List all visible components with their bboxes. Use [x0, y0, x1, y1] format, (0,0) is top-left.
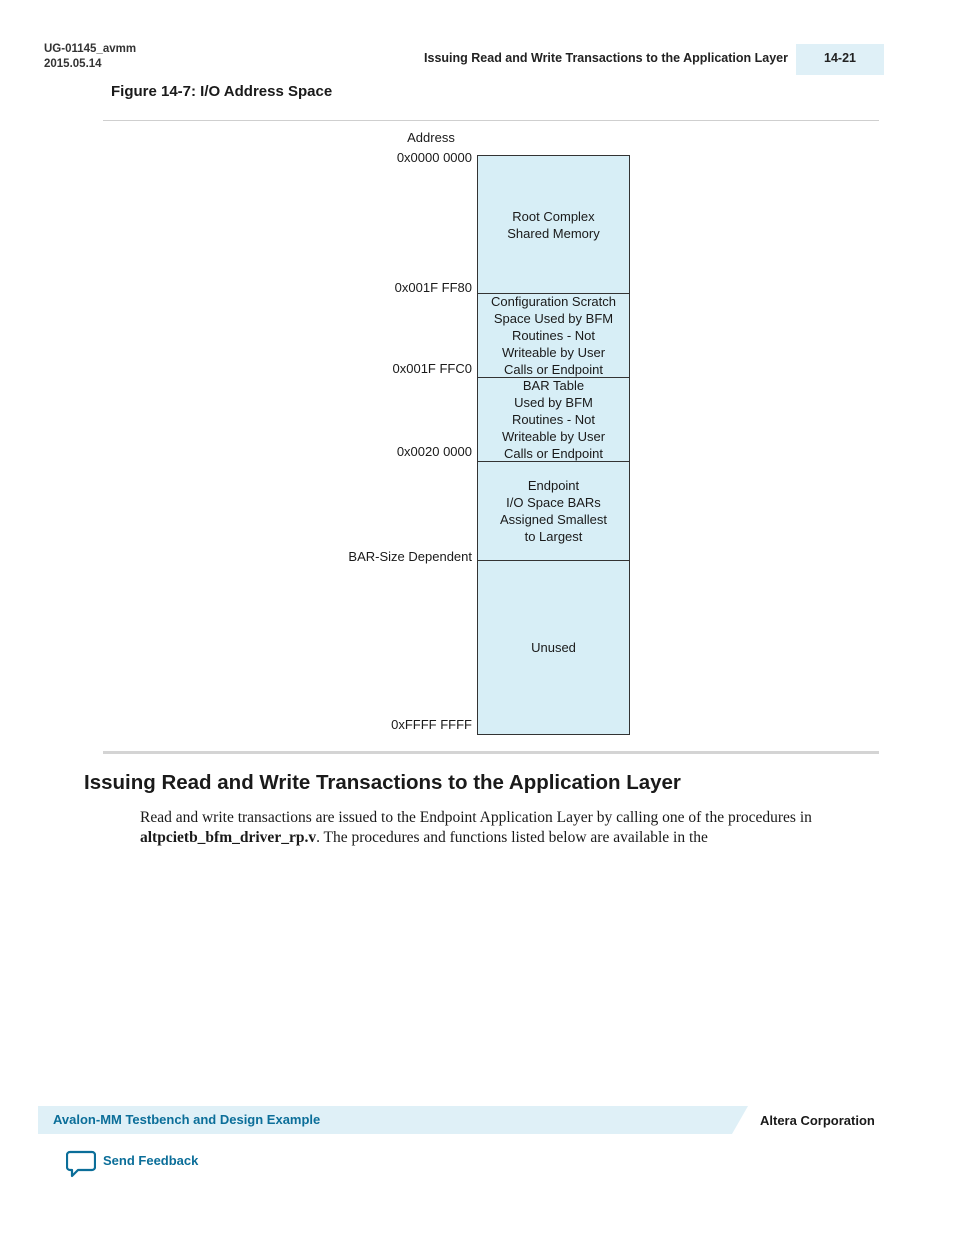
figure-top-rule	[103, 120, 879, 121]
paragraph-text: Read and write transactions are issued to the Endpoint Application Layer by calling one of the procedures in	[140, 809, 812, 826]
file-name: altpcietb_bfm_driver_rp.v	[140, 829, 317, 846]
speech-bubble-icon[interactable]	[66, 1150, 96, 1178]
running-header-title: Issuing Read and Write Transactions to the Application Layer	[424, 51, 788, 65]
region-label: Configuration Scratch Space Used by BFM Routines - Not Writeable by User Calls or Endpoint	[490, 294, 616, 377]
address-label: 0x0000 0000	[396, 150, 472, 165]
section-heading: Issuing Read and Write Transactions to the Application Layer	[84, 771, 681, 794]
region-label: BAR Table Used by BFM Routines - Not Writeable by User Calls or Endpoint	[501, 378, 606, 461]
figure-title: Figure 14-7: I/O Address Space	[111, 83, 333, 100]
address-label: 0x0020 0000	[396, 444, 472, 459]
send-feedback-link[interactable]: Send Feedback	[103, 1153, 199, 1168]
region-configuration-scratch-space	[478, 294, 629, 378]
region-endpoint-io-space-bars	[478, 462, 629, 561]
region-bar-table	[478, 378, 629, 462]
region-label: Unused	[531, 640, 576, 655]
footer-company: Altera Corporation	[760, 1113, 875, 1128]
region-label: Root Complex Shared Memory	[507, 208, 600, 241]
address-label: 0x001F FFC0	[392, 361, 472, 376]
address-label: 0x001F FF80	[394, 280, 472, 295]
address-label: BAR-Size Dependent	[348, 549, 472, 564]
region-unused	[478, 561, 629, 734]
body-paragraph	[140, 808, 880, 848]
paragraph-text: . The procedures and functions listed below are available in the	[316, 829, 708, 846]
document-id-block	[44, 42, 136, 72]
address-heading: Address	[407, 130, 455, 145]
region-label: Endpoint I/O Space BARs Assigned Smallest to Largest	[500, 478, 607, 544]
address-map-column	[477, 155, 630, 735]
address-label: 0xFFFF FFFF	[391, 717, 472, 732]
document-date: 2015.05.14	[44, 58, 102, 70]
document-id: UG-01145_avmm	[44, 43, 137, 55]
footer-document-title: Avalon-MM Testbench and Design Example	[53, 1112, 321, 1127]
region-root-complex-shared-memory	[478, 156, 629, 294]
page-number: 14-21	[824, 51, 856, 65]
figure-bottom-rule	[103, 751, 879, 754]
